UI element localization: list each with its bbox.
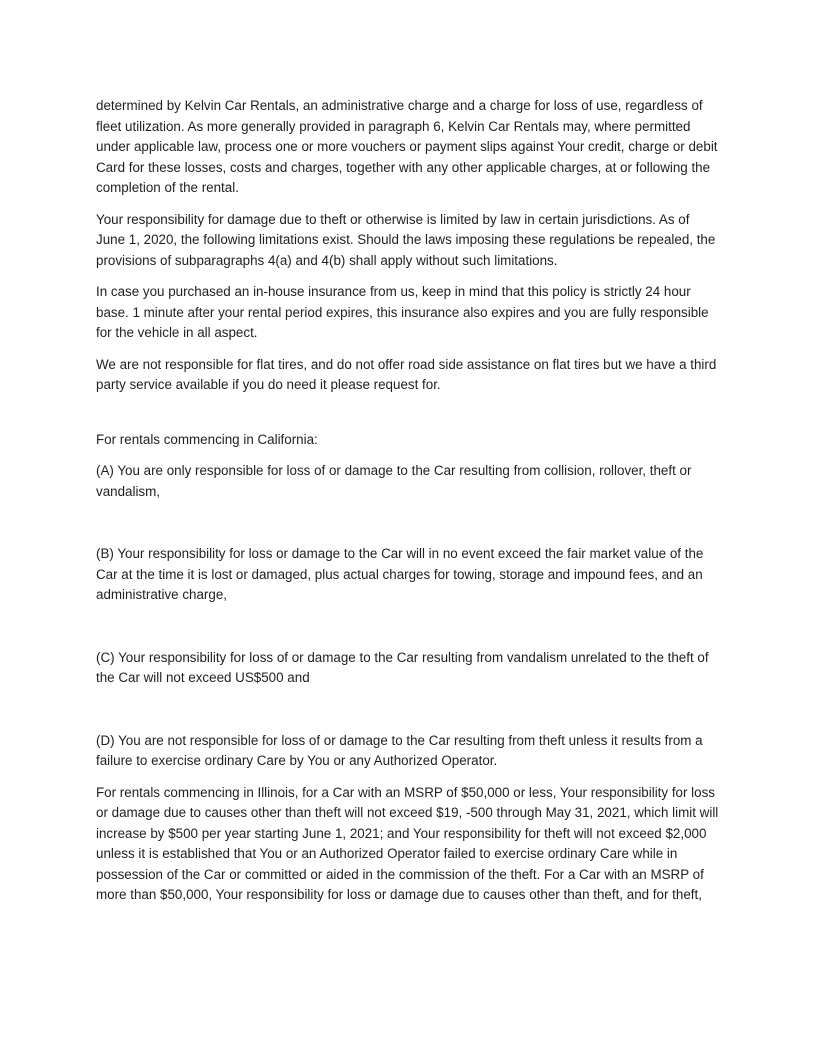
paragraph-illinois: For rentals commencing in Illinois, for a Car with an MSRP of $50,000 or less, Your responsibility for loss or damage due to causes other than theft will not exceed $19, -500 through May 31, 2021, which limit will increase by $500 per year starting June 1, 2021; and Your responsibility for theft will not exceed $2,000 unless it is established that You or an Authorized Operator failed to exercise ordinary Care while in possession of the Car or committed or aided in the commission of the theft. For a Car with an MSRP of more than $50,000, Your responsibility for loss or damage due to causes other than theft, and for theft,	[96, 784, 719, 902]
paragraph-theft-limits: Your responsibility for damage due to theft or otherwise is limited by law in certain jurisdictions. As of June 1, 2020, the following limitations exist. Should the laws imposing these regulations be repealed, the provisions of subparagraphs 4(a) and 4(b) shall apply without such limitations.	[96, 211, 716, 268]
paragraph-california-d: (D) You are not responsible for loss of or damage to the Car resulting from theft unless it results from a failure to exercise ordinary Care by You or any Authorized Operator.	[96, 732, 703, 768]
paragraph-insurance: In case you purchased an in-house insurance from us, keep in mind that this policy is strictly 24 hour base. 1 minute after your rental period expires, this insurance also expires and you are fully responsible for the vehicle in all aspect.	[96, 284, 709, 340]
paragraph-california-heading: For rentals commencing in California:	[96, 431, 318, 447]
document-body	[96, 96, 720, 917]
paragraph-loss-charges: determined by Kelvin Car Rentals, an administrative charge and a charge for loss of use, regardless of fleet utilization. As more generally provided in paragraph 6, Kelvin Car Rentals may, where permitted under applicable law, process one or more vouchers or payment slips against Your credit, charge or debit Card for these losses, costs and charges, together with any other applicable charges, at or following the completion of the rental.	[96, 98, 718, 195]
paragraph-california-b: (B) Your responsibility for loss or damage to the Car will in no event exceed the fair market value of the Car at the time it is lost or damaged, plus actual charges for towing, storage and impound fees, and an administrative charge,	[96, 546, 704, 602]
paragraph-california-c: (C) Your responsibility for loss of or damage to the Car resulting from vandalism unrelated to the theft of the Car will not exceed US$500 and	[96, 649, 709, 685]
paragraph-flat-tires: We are not responsible for flat tires, and do not offer road side assistance on flat tires but we have a third party service available if you do need it please request for.	[96, 356, 717, 392]
paragraph-california-a: (A) You are only responsible for loss of or damage to the Car resulting from collision, rollover, theft or vandalism,	[96, 463, 692, 499]
